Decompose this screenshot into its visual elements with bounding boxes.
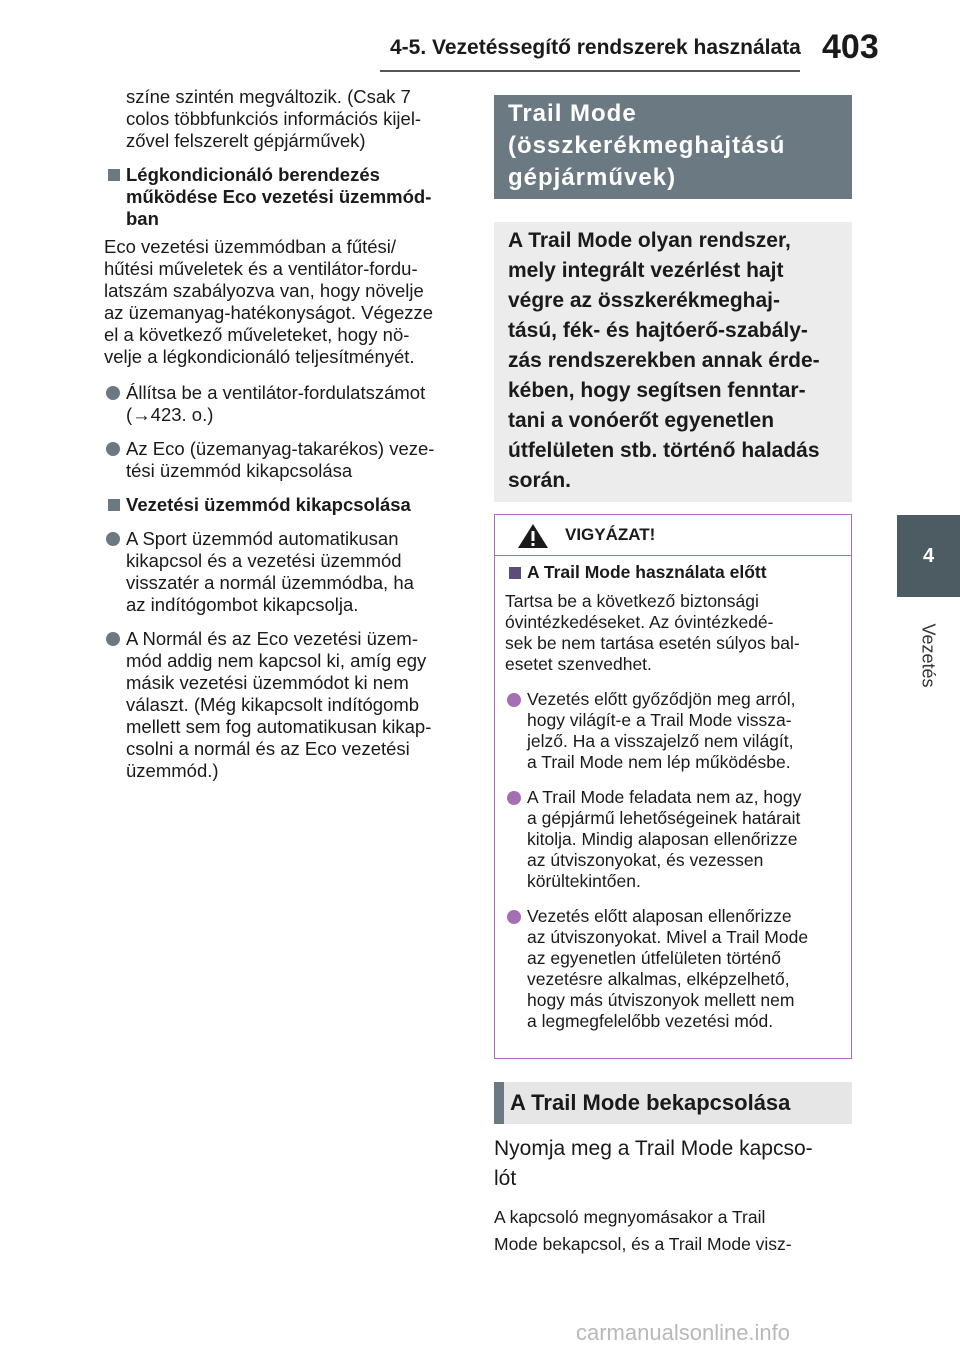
text-line: hogy más útviszonyok mellett nem xyxy=(527,990,795,1010)
text-line: el a következő műveleteket, hogy nö- xyxy=(104,324,410,345)
text-line: zővel felszerelt gépjárművek) xyxy=(126,130,366,151)
text-line: színe szintén megváltozik. (Csak 7 xyxy=(126,86,411,107)
text-line: Eco vezetési üzemmódban a fűtési/ xyxy=(104,236,397,257)
text-line: körültekintően. xyxy=(527,871,641,891)
activation-section-title: A Trail Mode bekapcsolása xyxy=(494,1082,852,1124)
caution-bullet-limits xyxy=(505,787,839,892)
text-line: A Normál és az Eco vezetési üzem- xyxy=(126,628,418,649)
text-line: mely integrált vezérlést hajt xyxy=(508,259,784,282)
heading-ac xyxy=(104,164,466,230)
page-reference-link[interactable]: (→423. o.) xyxy=(126,404,214,425)
text-line: óvintézkedéseket. Az óvintézkedé- xyxy=(505,612,774,632)
chapter-label-text: Vezetés xyxy=(919,622,940,688)
text-line: mellett sem fog automatikusan kikap- xyxy=(126,716,432,737)
caution-header xyxy=(495,515,851,556)
text-line: az üzemanyag-hatékonyságot. Végezze xyxy=(104,302,434,323)
text-line: Vezetés előtt alaposan ellenőrizze xyxy=(527,906,792,926)
caution-box xyxy=(494,514,852,1059)
text-line: visszatér a normál üzemmódba, ha xyxy=(126,572,414,593)
paragraph-eco-ac xyxy=(104,236,466,368)
text-line: A Trail Mode használata előtt xyxy=(527,562,767,582)
text-line: az útviszonyokat. Mivel a Trail Mode xyxy=(527,927,809,947)
text-line: működése Eco vezetési üzemmód- xyxy=(126,186,432,207)
caution-bullet-indicator xyxy=(505,689,839,773)
circle-bullet-icon xyxy=(507,693,521,707)
text-line: tású, fék- és hajtóerő-szabály- xyxy=(508,319,808,342)
text-line: mód addig nem kapcsol ki, amíg egy xyxy=(126,650,427,671)
chapter-label xyxy=(897,600,960,710)
instruction-detail xyxy=(494,1204,844,1258)
text-line: hogy világít-e a Trail Mode vissza- xyxy=(527,710,792,730)
text-line: A kapcsoló megnyomásakor a Trail xyxy=(494,1207,766,1227)
circle-bullet-icon xyxy=(106,532,120,546)
text-line: a legmegfelelőbb vezetési mód. xyxy=(527,1011,774,1031)
text-line: a gépjármű lehetőségeinek határait xyxy=(527,808,801,828)
text-line: Nyomja meg a Trail Mode kapcso- xyxy=(494,1137,813,1160)
circle-bullet-icon xyxy=(106,386,120,400)
text-line: során. xyxy=(508,469,572,492)
text-line: kikapcsol és a vezetési üzemmód xyxy=(126,550,402,571)
warning-triangle-icon xyxy=(517,523,549,554)
caution-paragraph xyxy=(505,591,839,675)
square-bullet-icon xyxy=(108,499,120,511)
continuation-text xyxy=(104,86,466,152)
text-line: Az Eco (üzemanyag-takarékos) veze- xyxy=(126,438,435,459)
bullet-normal-eco xyxy=(104,628,466,782)
text-line: esetet szenvedhet. xyxy=(505,654,652,674)
text-line: sek be nem tartása esetén súlyos bal- xyxy=(505,633,800,653)
page-number: 403 xyxy=(822,28,879,66)
text-line: lót xyxy=(494,1167,517,1190)
text-line: ban xyxy=(126,208,159,229)
caution-label: VIGYÁZAT! xyxy=(565,525,656,544)
circle-bullet-icon xyxy=(507,791,521,805)
text-line: tani a vonóerőt egyenetlen xyxy=(508,409,775,432)
text-line: velje a légkondicionáló teljesítményét. xyxy=(104,346,415,367)
text-line: csolni a normál és az Eco vezetési xyxy=(126,738,410,759)
watermark: carmanualsonline.info xyxy=(576,1320,791,1345)
text-line: a Trail Mode nem lép működésbe. xyxy=(527,752,791,772)
heading-mode-off xyxy=(104,494,466,516)
text-line: üzemmód.) xyxy=(126,760,219,781)
text-line: az indítógombot kikapcsolja. xyxy=(126,594,359,615)
text-line: A Sport üzemmód automatikusan xyxy=(126,528,399,549)
section-header: 4-5. Vezetéssegítő rendszerek használata xyxy=(390,36,801,59)
bullet-eco-off xyxy=(104,438,466,482)
square-bullet-icon xyxy=(509,567,521,579)
caution-body xyxy=(495,556,851,1032)
instruction-text xyxy=(494,1134,844,1194)
text-line: kitolja. Mindig alaposan ellenőrizze xyxy=(527,829,798,849)
text-line: Tartsa be a következő biztonsági xyxy=(505,591,759,611)
circle-bullet-icon xyxy=(106,632,120,646)
title-line: Trail Mode xyxy=(508,100,637,127)
text-line: tési üzemmód kikapcsolása xyxy=(126,460,353,481)
text-line: hűtési műveletek és a ventilátor-fordu- xyxy=(104,258,418,279)
chapter-tab[interactable]: 4 xyxy=(897,515,960,597)
text-line: zás rendszerekben annak érde- xyxy=(508,349,820,372)
left-column xyxy=(104,86,466,794)
text-line: Vezetés előtt győződjön meg arról, xyxy=(527,689,796,709)
text-line: másik vezetési üzemmódot ki nem xyxy=(126,672,409,693)
text-line: az egyenetlen útfelületen történő xyxy=(527,948,781,968)
text-line: A Trail Mode olyan rendszer, xyxy=(508,229,791,252)
caution-heading xyxy=(505,562,839,583)
title-line: (összkerékmeghajtású xyxy=(508,132,786,159)
text-line: A Trail Mode feladata nem az, hogy xyxy=(527,787,802,807)
square-bullet-icon xyxy=(108,169,120,181)
trail-mode-intro xyxy=(494,222,852,502)
bullet-sport xyxy=(104,528,466,616)
bullet-fan-speed xyxy=(104,382,466,426)
text-line: választ. (Még kikapcsolt indítógomb xyxy=(126,694,420,715)
circle-bullet-icon xyxy=(106,442,120,456)
title-line: gépjárművek) xyxy=(508,164,677,191)
text-line: az útviszonyokat, és vezessen xyxy=(527,850,764,870)
text-line: kében, hogy segítsen fenntar- xyxy=(508,379,806,402)
text-line: jelző. Ha a visszajelző nem világít, xyxy=(527,731,794,751)
header-rule xyxy=(380,70,800,72)
trail-mode-title xyxy=(494,95,852,199)
text-line: colos többfunkciós információs kijel- xyxy=(126,108,422,129)
caution-bullet-road xyxy=(505,906,839,1032)
text-line: Állítsa be a ventilátor-fordulatszámot xyxy=(126,382,426,403)
text-line: útfelületen stb. történő haladás xyxy=(508,439,820,462)
text-line: vezetésre alkalmas, elképzelhető, xyxy=(527,969,790,989)
text-line: latszám szabályozva van, hogy növelje xyxy=(104,280,424,301)
text-line: végre az összkerékmeghaj- xyxy=(508,289,780,312)
text-line: Mode bekapcsol, és a Trail Mode visz- xyxy=(494,1234,792,1254)
text-line: Vezetési üzemmód kikapcsolása xyxy=(126,494,411,515)
text-line: Légkondicionáló berendezés xyxy=(126,164,380,185)
circle-bullet-icon xyxy=(507,910,521,924)
